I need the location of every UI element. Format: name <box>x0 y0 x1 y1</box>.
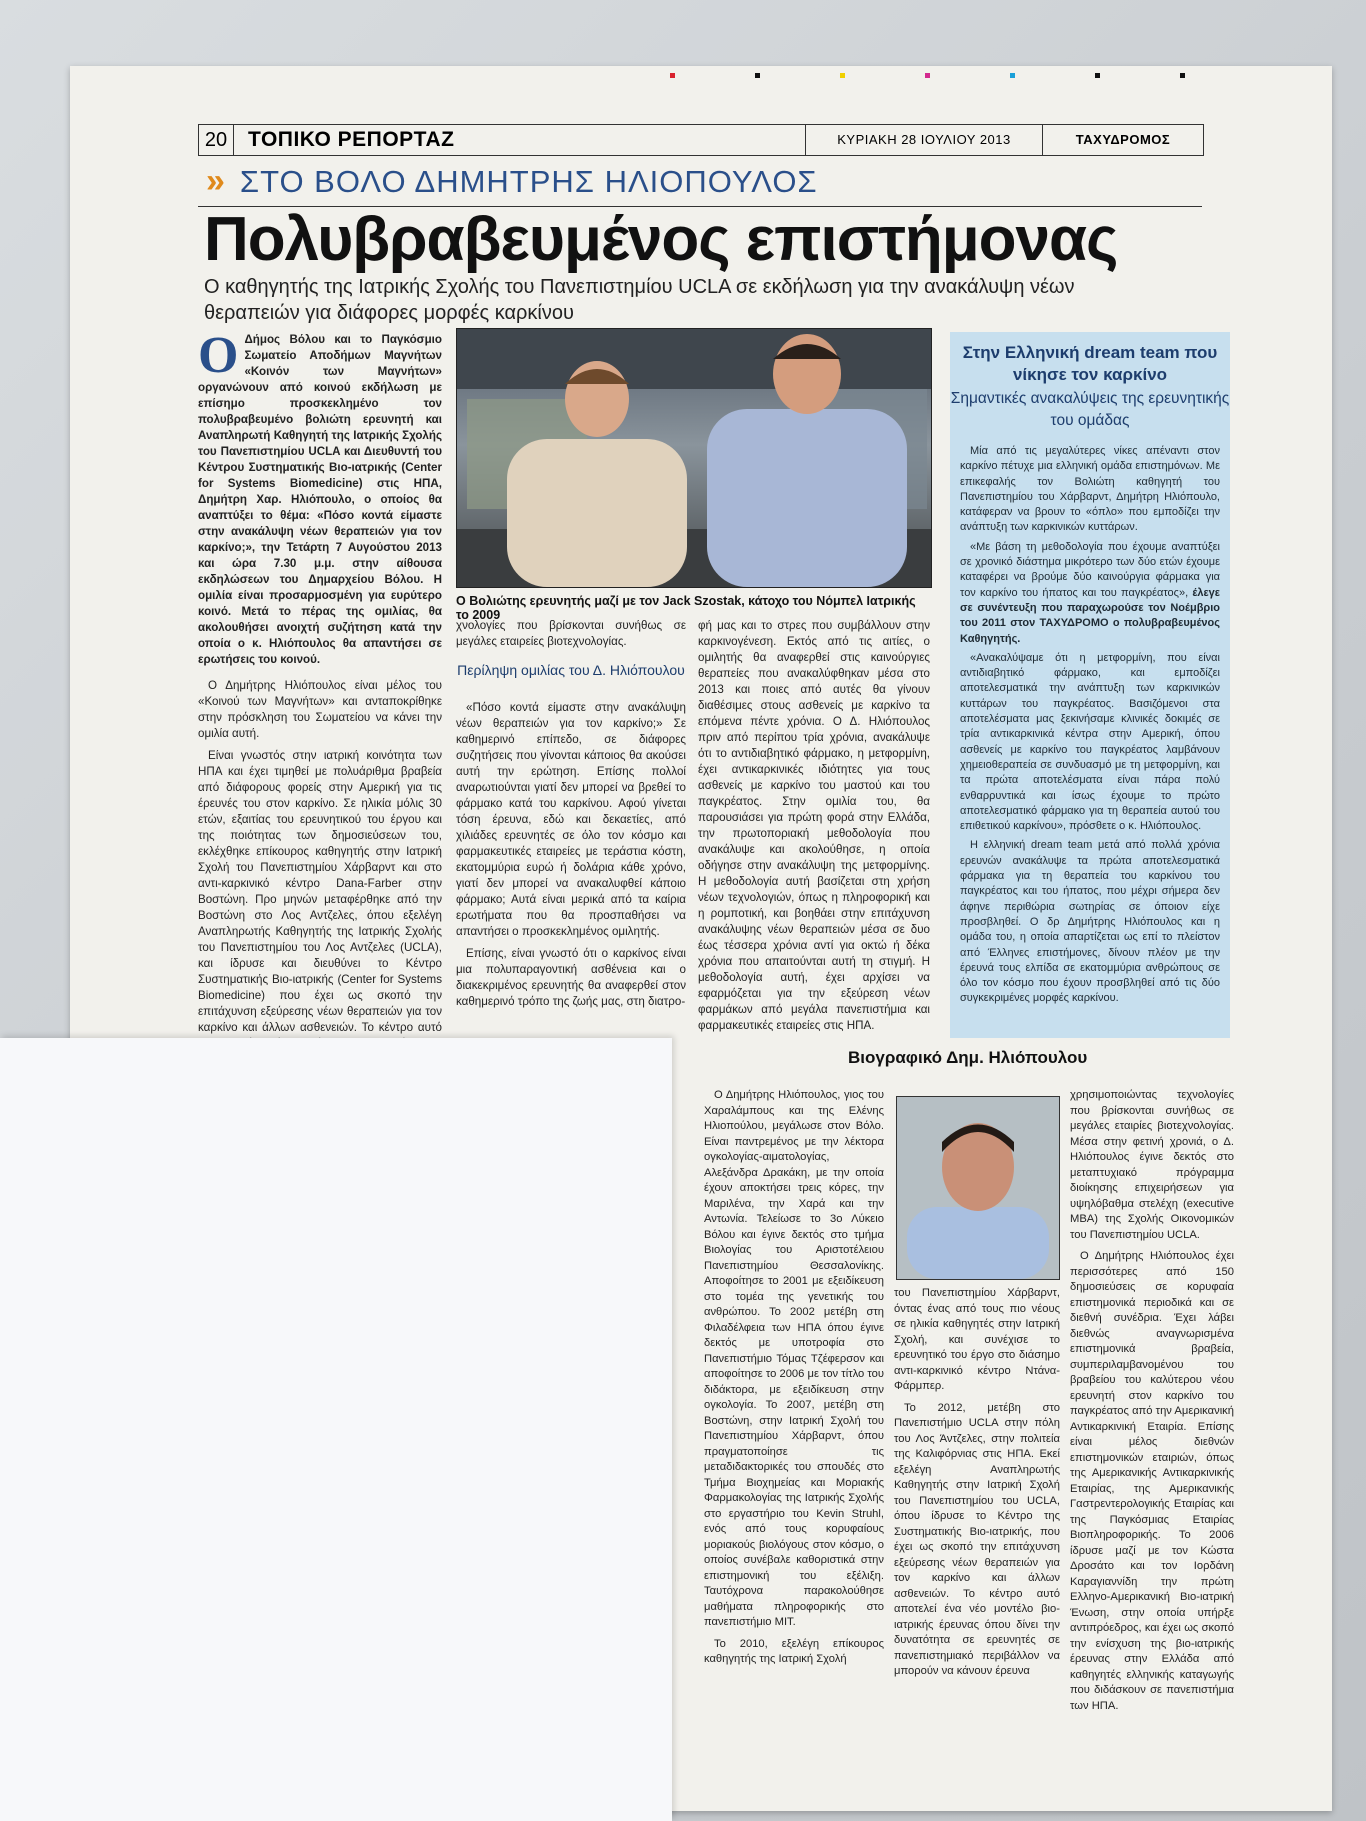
paragraph: Ο Δημήτρης Ηλιόπουλος έχει περισσότερες από 150 δημοσιεύσεις σε κορυφαία επιστημονικά περιοδικά και σε διεθνή συνέδρια. Έχει λάβει διεθνώς αναγνωρισμένα επιστημονικά βραβεία, συμπεριλαμβανομένου του βραβείου του καλύτερου νέου ερευνητή στον καρκίνο του παγκρέατος από την Αμερικανική Αντικαρκινική Εταιρία. Επίσης είναι μέλος διεθνών επιστημονικών εταιριών, όπως της Αμερικανικής Αντικαρκινικής Εταιρίας, της Αμερικανικής Γαστρεντερολογικής Εταιρίας και της Παγκόσμιας Εταιρίας Βιοπληροφορικής. Το 2006 ίδρυσε μαζί με τον Κώστα Δροσάτο και τον Ιορδάνη Καραγιαννίδη την πρώτη Ελληνο-Αμερικανική Βιο-ιατρική Ένωση, στην οποία υπήρξε αντιπρόεδρος, και έχει ως σκοπό την ενίσχυση της βιο-ιατρικής έρευνας στην Ελλάδα από καθηγητές ελληνικής καταγωγής που διδάσκουν σε πανεπιστήμια των ΗΠΑ. <box>1070 1250 1234 1712</box>
kicker-text: ΣΤΟ ΒΟΛΟ ΔΗΜΗΤΡΗΣ ΗΛΙΟΠΟΥΛΟΣ <box>239 163 818 199</box>
photo-scene <box>457 329 931 587</box>
paragraph: Το 2010, εξελέγη επίκουρος καθηγητής της Ιατρική Σχολή <box>704 1637 884 1665</box>
section-subtitle: Περίληψη ομιλίας του Δ. Ηλιόπουλου <box>457 662 685 678</box>
lead-paragraph <box>198 327 442 668</box>
paragraph: «Ανακαλύψαμε ότι η μετφορμίνη, που είναι αντιδιαβητικό φάρμακο, και εμποδίζει αποτελεσματικά την ανάπτυξη των καρκινικών κυττάρων του παγκρέατος. Βασιζόμενοι στα αποτελέσματα μας ξεκινήσαμε κλινικές δοκιμές σε τρία αντικαρκινικά κέντρα στην Αμερική, όπου ασθενείς με καρκίνο του παγκρέατος λαμβάνουν χημειοθεραπεία σε συνδυασμό με τη μετφορμίνη, και τα πρώτα αποτελέσματα είναι πάρα πολύ ενθαρρυντικά και ίσως έχουμε το πρώτο αποτελεσματικό φάρμακο για τη θεραπεία αυτού του επιθετικού καρκίνου», πρόσθετε ο κ. Ηλιόπουλος. <box>960 651 1220 833</box>
double-chevron-icon: » <box>206 162 226 200</box>
paragraph: «Πόσο κοντά είμαστε στην ανακάλυψη νέων θεραπειών για τον καρκίνο;» Σε καθημερινό επίπεδο, σε διάφορες συζητήσεις που γίνονται κάποιος θα ακούσει αυτή την ερώτηση. Επίσης πολλοί αναρωτιούνται γιατί δεν μπορεί να βρεθεί το φάρμακο κατά του καρκίνου. Αφού γίνεται τόση έρευνα, εδώ και δεκαετίες, από χιλιάδες ερευνητές σε όλο τον κόσμο και φαρμακευτικές εταιρείες με τεράστια κόστη, εκατομμύρια ευρώ ή δολάρια κάθε χρόνο, γιατί δεν μπορεί να ανακαλυφθεί κάποιο φάρμακο; Αυτά είναι μερικά από τα καίρια ερωτήματα που θα προσπαθήσει να απαντήσει ο προσκεκλημένος ομιλητής. <box>456 701 686 938</box>
drop-cap: Ο <box>198 327 239 384</box>
paragraph <box>960 540 1220 647</box>
sidebar-body <box>950 432 1230 1007</box>
blank-paper-sheet <box>0 1038 672 1821</box>
article-column-1 <box>198 327 442 1106</box>
registration-marks <box>670 73 1185 78</box>
person-left <box>507 361 687 587</box>
article-photo <box>456 328 932 588</box>
paragraph: χρησιμοποιώντας τεχνολογίες που βρίσκονται συνήθως σε μεγάλες εταιρίες βιοτεχνολογίας. Μέσα στην φετινή χρονιά, ο Δ. Ηλιόπουλος έγινε δεκτός στο μεταπτυχιακό πρόγραμμα διοίκησης επιχειρήσεων για υψηλόβαθμα στελέχη (executive MBA) της Σχολής Οικονομικών του Πανεπιστημίου UCLA. <box>1070 1089 1234 1241</box>
article-column-3 <box>698 618 930 1040</box>
bio-title: Βιογραφικό Δημ. Ηλιόπουλου <box>848 1048 1088 1067</box>
paragraph: χνολογίες που βρίσκονται συνήθως σε μεγάλες εταιρείες βιοτεχνολογίας. <box>456 619 686 648</box>
headline: Πολυβραβευμένος επιστήμονας <box>204 205 1118 274</box>
page-header <box>198 124 1204 156</box>
kicker <box>206 162 818 201</box>
bio-column-2 <box>894 1286 1060 1686</box>
paragraph: του Πανεπιστημίου Χάρβαρντ, όντας ένας από τους πιο νέους σε ηλικία καθηγητές στην Ιατρική Σχολή, και συνέχισε το ερευνητικό του έργο στο διάσημο αντι-καρκινικό κέντρο Ντάνα-Φάρμπερ. <box>894 1287 1060 1392</box>
paragraph: Το 2012, μετέβη στο Πανεπιστήμιο UCLA στην πόλη του Λος Άντζελες, στην πολιτεία της Καλιφόρνιας στις ΗΠΑ. Εκεί εξελέγη Αναπληρωτής Καθηγητής στην Ιατρική Σχολή του Πανεπιστημίου του UCLA, όπου ίδρυσε το Κέντρο της Συστηματικής Βιο-ιατρικής, που έχει ως σκοπό την επιτάχυνση εξεύρεσης νέων θεραπειών για τον καρκίνο και άλλων ασθενειών. Το κέντρο αυτό αποτελεί ένα νέο μοντέλο βιο-ιατρικής έρευνας όπου δίνει την δυνατότητα σε ερευνητές σε πανεπιστημιακό περιβάλλον να μπορούν να κάνουν έρευνα <box>894 1401 1060 1677</box>
sidebar-box <box>950 332 1230 1038</box>
quote-text: «Με βάση τη μεθοδολογία που έχουμε αναπτύξει σε χρονικό διάστημα μικρότερο των δύο ετών έχουμε καταφέρει να βρούμε δύο καινούργια φάρμακα για τον καρκίνο του ήπατος και του παγκρέατος», <box>960 540 1220 599</box>
sidebar-subtitle: Σημαντικές ανακαλύψεις της ερευνητικής του ομάδας <box>950 390 1230 429</box>
quote-attribution: έλεγε σε συνέντευξη που παραχωρούσε τον Νοέμβριο του 2011 στον ΤΑΧΥΔΡΟΜΟ ο πολυβραβευμένος Καθηγητής. <box>960 586 1220 645</box>
paragraph: Ο Δημήτρης Ηλιόπουλος είναι μέλος του «Κοινού των Μαγνήτων» και ανταποκρίθηκε στην πρόσκληση του Σωματείου να κάνει την ομιλία αυτή. <box>198 679 442 740</box>
paragraph: Η ελληνική dream team μετά από πολλά χρόνια ερευνών ανακάλυψε τα πρώτα αποτελεσματικά φάρμακα για τη θεραπεία του καρκίνου του παγκρέατος και του ήπατος, που μέχρι σήμερα δεν άφηνε περιθώρια σωτηρίας σε όποιον είχε προσβληθεί. Ο δρ Δημήτρης Ηλιόπουλος και η ομάδα του, η οποία απαρτίζεται ως επί το πλείστον από Έλληνες επιστήμονες, δίνουν πλέον με την έρευνά τους ελπίδα σε εκατομμύρια ανθρώπους σε όλο τον κόσμο που έχουν προσβληθεί από τις δύο συγκεκριμένες μορφές καρκίνου. <box>960 839 1220 1005</box>
bio-column-3 <box>1070 1088 1234 1720</box>
portrait-scene <box>897 1097 1059 1279</box>
paragraph: Μία από τις μεγαλύτερες νίκες απέναντι στον καρκίνο πέτυχε μια ελληνική ομάδα επιστημόνων. Με επικεφαλής τον Βολιώτη καθηγητή του Πανεπιστημίου του Χάρβαρντ, Δημήτρη Ηλιόπουλο, κατάφεραν να βρουν το «όπλο» που εμποδίζει την ανάπτυξη των καρκινικών κυττάρων. <box>960 445 1220 534</box>
issue-date: ΚΥΡΙΑΚΗ 28 ΙΟΥΛΙΟΥ 2013 <box>805 125 1042 155</box>
sidebar-title: Στην Ελληνική dream team που νίκησε τον καρκίνο <box>962 343 1218 384</box>
paragraph: φή μας και το στρες που συμβάλλουν στην καρκινογένεση. Εκτός από τις αιτίες, ο ομιλητής θα αναφερθεί στις καινούργιες θεραπείες που ανακαλύφθηκαν μέσα στο 2013 και ποιες από αυτές θα γίνουν διαθέσιμες στους ασθενείς με καρκίνο τα επόμενα πέντε χρόνια. Ο Δ. Ηλιόπουλος πριν από περίπου τρία χρόνια, ανακάλυψε ότι το αντιδιαβητικό φάρμακο, η μετφορμίνη, έχει αντικαρκινικές ιδιότητες για τους ασθενείς με καρκίνο του μαστού και του παγκρέατος. Στην ομιλία του, θα παρουσιάσει για πρώτη φορά στην Ελλάδα, την πρωτοποριακή μεθοδολογία που ανακάλυψε και ακολούθησε, η οποία οδήγησε στην ανακάλυψη της μετφορμίνης. Η μεθοδολογία αυτή βασίζεται στη χρήση νέων τεχνολογιών, όπως η πληροφορική και η ρομποτική, και βοηθάει στην επιτάχυνση ανακάλυψης νέων θεραπειών μέσα σε δυο έως τέσσερα χρόνια αντί για οκτώ ή δέκα χρόνια που απαιτούνται αυτή τη στιγμή. Η μεθοδολογία αυτή, έχει αρχίσει να εφαρμόζεται για την εξεύρεση νέων φαρμάκων από μεγάλα πανεπιστήμια και φαρμακευτικές εταιρείες στις ΗΠΑ. <box>698 619 930 1032</box>
portrait-photo <box>896 1096 1060 1280</box>
lead-text: Δήμος Βόλου και το Παγκόσμιο Σωματείο Αποδήμων Μαγνήτων «Κοινόν των Μαγνήτων» οργανώνουν από κοινού εκδήλωση με επίσημο προσκεκλημένο τον πολυβραβευμένο βολιώτη ερευνητή και Αναπληρωτή Καθηγητή της Ιατρικής Σχολής του Πανεπιστημίου UCLA και Διευθυντή του Κέντρου Συστηματικής Βιο-ιατρικής (Center for Systems Biomedicine) στις ΗΠΑ, Δημήτρη Χαρ. Ηλιόπουλο, ο οποίος θα αναπτύξει το θέμα: «Πόσο κοντά είμαστε στην ανακάλυψη νέων θεραπειών για τον καρκίνο;», την Τετάρτη 7 Αυγούστου 2013 και ώρα 7.30 μ.μ. στην αίθουσα εκδηλώσεων του Δημαρχείου Βόλου. Η ομιλία είναι προσαρμοσμένη για ευρύτερο κοινό. Μετά το πέρας της ομιλίας, θα ακολουθήσει ανοιχτή συζήτηση κατά την οποία ο κ. Ηλιόπουλος θα απαντήσει σε ερωτήσεις του κοινού. <box>198 333 442 666</box>
page-number: 20 <box>199 125 234 155</box>
section-title: ΤΟΠΙΚΟ ΡΕΠΟΡΤΑΖ <box>248 128 455 151</box>
paragraph: Ο Δημήτρης Ηλιόπουλος, γιος του Χαραλάμπους και της Ελένης Ηλιοπούλου, μεγάλωσε στον Βόλο. Είναι παντρεμένος με την λέκτορα ογκολογίας-αιματολογίας, Αλεξάνδρα Δρακάκη, με την οποία έχουν αποκτήσει τρεις κόρες, την Μαριλένα, την Χαρά και την Αντωνία. Τελείωσε το 3ο Λύκειο Βόλου και έγινε δεκτός στο τμήμα Βιολογίας του Αριστοτέλειου Πανεπιστημίου Θεσσαλονίκης. Αποφοίτησε το 2001 με εξειδίκευση στο τομέα της γενετικής του ανθρώπου. Το 2002 μετέβη στη Φιλαδέλφεια των ΗΠΑ όπου έγινε δεκτός με υποτροφία στο Πανεπιστήμιο Τόμας Τζέφερσον και αποφοίτησε το 2006 με τον τίτλο του διδάκτορα, με εξειδίκευση στην ογκολογία. Το 2007, μετέβη στη Βοστώνη, στην Ιατρική Σχολή του Πανεπιστημίου Χάρβαρντ, όπου πραγματοποίησε τις μεταδιδακτορικές του σπουδές στο Τμήμα Βιοχημείας και Μοριακής Φαρμακολογίας της Ιατρικής Σχολής στο εργαστήριο του Kevin Struhl, ενός από τους κορυφαίους μοριακούς βιολόγους στον κόσμο, ο οποίος συνέβαλε καθοριστικά στην επιστημονική του εξέλιξη. Ταυτόχρονα παρακολούθησε μαθήματα πληροφορικής στο πανεπιστήμιο MIT. <box>704 1089 884 1628</box>
newspaper-name: ΤΑΧΥΔΡΟΜΟΣ <box>1042 125 1203 155</box>
bio-column-1 <box>704 1088 884 1674</box>
photo-caption: Ο Βολιώτης ερευνητής μαζί με τον Jack Szostak, κάτοχο του Νόμπελ Ιατρικής το 2009 <box>456 594 916 622</box>
subheadline: Ο καθηγητής της Ιατρικής Σχολής του Πανεπιστημίου UCLA σε εκδήλωση για την ανακάλυψη νέων θεραπειών για διάφορες μορφές καρκίνου <box>204 276 1075 324</box>
paragraph: Είναι γνωστός στην ιατρική κοινότητα των ΗΠΑ και έχει τιμηθεί με πολυάριθμα βραβεία από διάφορους φορείς στην Αμερική για τις έρευνές του στον καρκίνο. Σε ηλικία μόλις 30 ετών, εξαιτίας του ερευνητικού του έργου και της ποιότητας των δημοσιεύσεων του, εκλέχθηκε επίκουρος καθηγητής στην Ιατρική Σχολή του Πανεπιστημίου Χάρβαρντ και στο αντι-καρκινικό κέντρο Dana-Farber στην Βοστώνη. Προ μηνών μεταφέρθηκε από την Βοστώνη στο Λος Αντζελες, όπου εξελέγη Αναπληρωτής Καθηγητής της Ιατρικής Σχολής του Πανεπιστημίου του Λος Αντζελες (UCLA), και ίδρυσε και διευθύνει το Κέντρο Συστηματικής Βιο-ιατρικής (Center for Systems Biomedicine) που έχει ως σκοπό την επιτάχυνση εξεύρεσης νέων θεραπειών για τον καρκίνο και άλλων ασθενειών. Το κέντρο αυτό <box>198 749 442 1034</box>
paragraph: Επίσης, είναι γνωστό ότι ο καρκίνος είναι μια πολυπαραγοντική ασθένεια και ο διακεκριμένος ερευνητής θα αναφερθεί στον καθημερινό τρόπο της ζωής μας, στη διατρο- <box>456 947 686 1008</box>
